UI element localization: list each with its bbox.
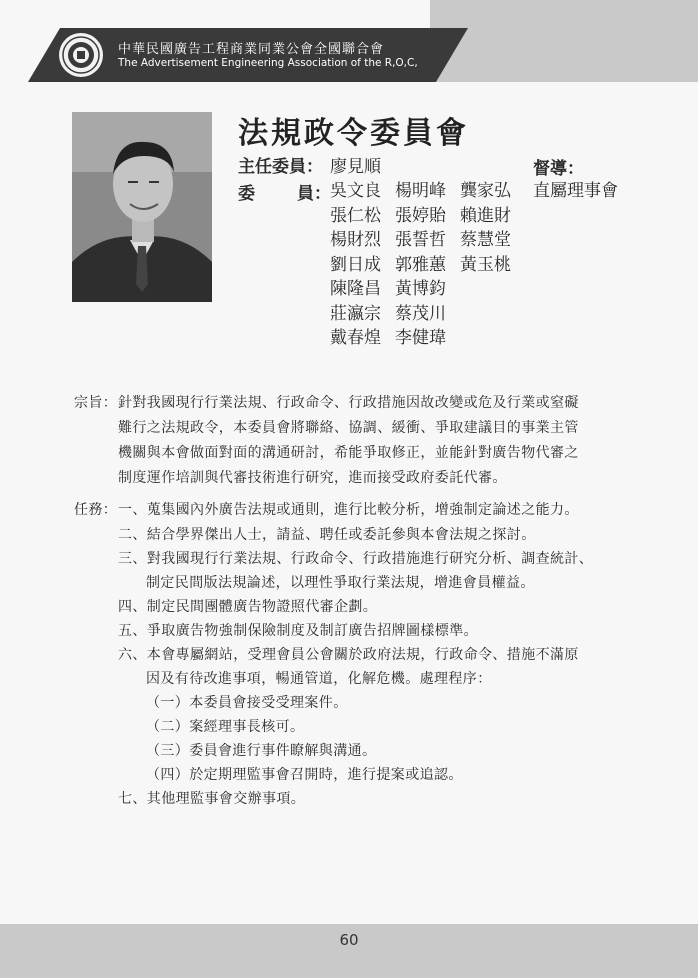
member-name: 張婷貽 xyxy=(395,205,446,226)
member-name: 賴進財 xyxy=(460,205,511,226)
procedure-step: （四）於定期理監事會召開時，進行提案或追認。 xyxy=(146,767,463,783)
member-name: 龔家弘 xyxy=(460,181,511,201)
members-column-2 xyxy=(395,179,446,351)
member-name: 張仁松 xyxy=(330,205,381,226)
task-item: 一、蒐集國內外廣告法規或通則，進行比較分析，增強制定論述之能力。 xyxy=(118,502,579,518)
member-name: 楊財烈 xyxy=(330,230,381,250)
members-column-3 xyxy=(460,179,511,277)
association-logo-icon xyxy=(58,32,104,78)
purpose-label: 宗旨： xyxy=(74,395,118,411)
member-name: 黃博鈞 xyxy=(395,279,446,299)
member-name: 楊明峰 xyxy=(395,181,446,201)
task-item: 四、制定民間團體廣告物證照代審企劃。 xyxy=(118,599,378,615)
org-name-en: The Advertisement Engineering Association of the R,O,C, xyxy=(118,57,418,69)
member-name: 莊瀛宗 xyxy=(330,303,381,324)
procedure-step: （三）委員會進行事件瞭解與溝通。 xyxy=(146,743,377,759)
procedure-step: （二）案經理事長核可。 xyxy=(146,719,305,735)
procedure-step: （一）本委員會接受受理案件。 xyxy=(146,695,348,711)
member-name: 張誓哲 xyxy=(395,230,446,250)
task-item: 六、本會專屬網站，受理會員公會關於政府法規，行政命令、措施不滿原 xyxy=(118,647,579,663)
member-name: 蔡茂川 xyxy=(395,303,446,324)
member-name: 劉日成 xyxy=(330,254,381,275)
members-label-b: 員： xyxy=(297,184,331,204)
chair-name: 廖見順 xyxy=(330,157,381,177)
member-name: 黃玉桃 xyxy=(460,254,511,275)
purpose-line: 難行之法規政令，本委員會將聯絡、協調、緩衝、爭取建議目的事業主管 xyxy=(118,420,579,436)
members-column-1 xyxy=(330,179,381,351)
purpose-line: 機關與本會做面對面的溝通研討，希能爭取修正，並能針對廣告物代審之 xyxy=(118,445,579,461)
members-label-a: 委 xyxy=(238,184,255,204)
task-item: 七、其他理監事會交辦事項。 xyxy=(118,791,306,807)
chair-label: 主任委員： xyxy=(238,157,323,177)
member-name: 陳隆昌 xyxy=(330,279,381,299)
task-item-continued: 制定民間版法規論述，以理性爭取行業法規，增進會員權益。 xyxy=(146,575,535,591)
member-name: 蔡慧堂 xyxy=(460,230,511,250)
member-name: 郭雅蕙 xyxy=(395,254,446,275)
org-name-zh: 中華民國廣告工程商業同業公會全國聯合會 xyxy=(118,42,385,57)
page-number: 60 xyxy=(339,931,359,949)
supervisor-value: 直屬理事會 xyxy=(533,181,618,201)
task-item-continued: 因及有待改進事項，暢通管道，化解危機。處理程序： xyxy=(146,671,492,687)
chairman-photo xyxy=(72,112,212,302)
task-item: 二、結合學界傑出人士，請益、聘任或委託參與本會法規之探討。 xyxy=(118,527,536,543)
member-name: 李健瑋 xyxy=(395,328,446,348)
task-item: 五、爭取廣告物強制保險制度及制訂廣告招牌圖樣標準。 xyxy=(118,623,478,639)
supervisor-label: 督導： xyxy=(533,159,584,179)
task-item: 三、對我國現行行業法規、行政命令、行政措施進行研究分析、調查統計、 xyxy=(118,551,594,567)
header-light-band xyxy=(430,0,698,82)
purpose-line: 針對我國現行行業法規、行政命令、行政措施因故改變或危及行業或窒礙 xyxy=(118,395,579,411)
member-name: 戴春煌 xyxy=(330,328,381,348)
purpose-line: 制度運作培訓與代審技術進行研究，進而接受政府委託代審。 xyxy=(118,470,507,486)
tasks-label: 任務： xyxy=(74,502,118,518)
member-name: 吳文良 xyxy=(330,181,381,201)
committee-title: 法規政令委員會 xyxy=(238,116,469,151)
